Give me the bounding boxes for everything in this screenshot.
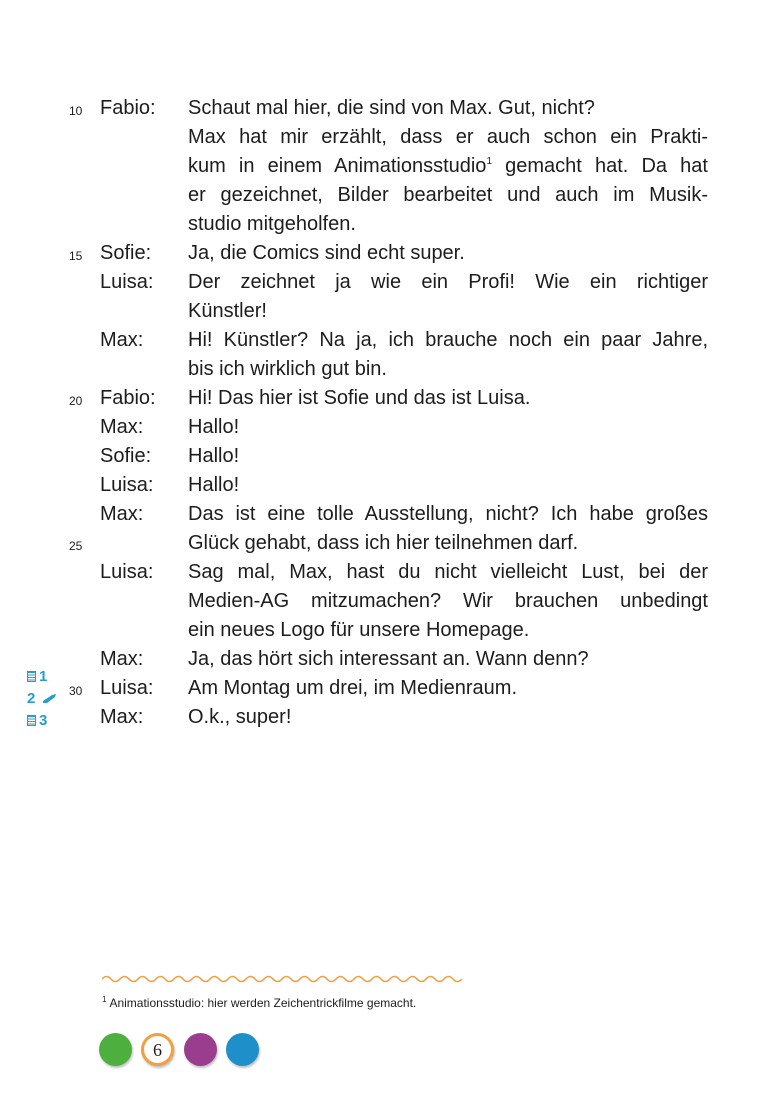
speaker: Luisa:: [100, 271, 154, 293]
exercise-marker-1[interactable]: [27, 668, 47, 685]
dialogue-row: [0, 645, 782, 674]
speaker: Max:: [100, 648, 144, 670]
speaker: Max:: [100, 706, 144, 728]
footnote-text: Animationsstudio: hier werden Zeichentrickfilme gemacht.: [109, 996, 417, 1010]
speech-text: Der zeichnet ja wie ein Profi! Wie ein richtiger: [188, 271, 708, 293]
document-icon: [27, 671, 36, 682]
dialogue-row: [0, 529, 782, 558]
speech-text: Hi! Das hier ist Sofie und das ist Luisa.: [188, 387, 531, 409]
line-number: 20: [69, 394, 83, 408]
dialogue-row: [0, 297, 782, 326]
speaker: Max:: [100, 329, 144, 351]
blue-circle: [226, 1033, 259, 1066]
speech-text: [188, 154, 708, 178]
speech-text-part: gemacht hat. Da hat: [492, 155, 708, 177]
speaker: Fabio:: [100, 387, 156, 409]
footnote: [102, 996, 416, 1010]
dialogue-row: [0, 326, 782, 355]
exercise-number: 2: [27, 690, 36, 707]
dialogue-row: [0, 123, 782, 152]
speech-text: er gezeichnet, Bilder bearbeitet und auch im Musik-: [188, 184, 708, 206]
speech-text: studio mitgeholfen.: [188, 213, 356, 235]
speech-text: Hallo!: [188, 445, 240, 467]
footnote-reference: 1: [486, 156, 492, 167]
speaker: Max:: [100, 416, 144, 438]
dialogue-row: [0, 268, 782, 297]
speech-text: bis ich wirklich gut bin.: [188, 358, 387, 380]
speech-text-part: kum in einem Animationsstudio: [188, 155, 487, 177]
line-number: 25: [69, 539, 83, 553]
dialogue-row: [0, 384, 782, 413]
dialogue-row: [0, 558, 782, 587]
dialogue-row: [0, 674, 782, 703]
pencil-icon: [42, 693, 58, 704]
dialogue-row: [0, 355, 782, 384]
exercise-number: 3: [39, 712, 48, 729]
dialogue-row: [0, 616, 782, 645]
speaker: Luisa:: [100, 474, 154, 496]
speech-text: Hi! Künstler? Na ja, ich brauche noch ein paar Jahre,: [188, 329, 708, 351]
speech-text: Schaut mal hier, die sind von Max. Gut, nicht?: [188, 97, 595, 119]
speech-text: Das ist eine tolle Ausstellung, nicht? Ich habe großes: [188, 503, 708, 525]
speech-text: Medien-AG mitzumachen? Wir brauchen unbedingt: [188, 590, 708, 612]
speech-text: Glück gehabt, dass ich hier teilnehmen darf.: [188, 532, 579, 554]
speaker: Fabio:: [100, 97, 156, 119]
footnote-mark: 1: [102, 995, 107, 1004]
dialogue-row: [0, 94, 782, 123]
speech-text: Ja, die Comics sind echt super.: [188, 242, 465, 264]
speech-text: Hallo!: [188, 474, 240, 496]
exercise-marker-2[interactable]: [27, 690, 58, 707]
exercise-number: 1: [39, 668, 48, 685]
speech-text: Max hat mir erzählt, dass er auch schon ein Prakti-: [188, 126, 708, 148]
speech-text: Hallo!: [188, 416, 240, 438]
green-circle: [99, 1033, 132, 1066]
speech-text: ein neues Logo für unsere Homepage.: [188, 619, 530, 641]
dialogue-row: [0, 413, 782, 442]
speaker: Luisa:: [100, 561, 154, 583]
dialogue-row: [0, 703, 782, 732]
exercise-marker-3[interactable]: [27, 712, 47, 729]
speaker: Luisa:: [100, 677, 154, 699]
dialogue-row: [0, 587, 782, 616]
speaker: Sofie:: [100, 242, 152, 264]
speech-text: Ja, das hört sich interessant an. Wann denn?: [188, 648, 589, 670]
dialogue-row: [0, 471, 782, 500]
dialogue-row: [0, 152, 782, 181]
page-number: 6: [141, 1033, 174, 1066]
line-number: 15: [69, 249, 83, 263]
wavy-divider: [102, 972, 466, 986]
speech-text: Sag mal, Max, hast du nicht vielleicht Lust, bei der: [188, 561, 708, 583]
dialogue-row: [0, 239, 782, 268]
dialogue-row: [0, 442, 782, 471]
dialogue-row: [0, 500, 782, 529]
dialogue: [0, 94, 782, 732]
speaker: Sofie:: [100, 445, 152, 467]
speech-text: Am Montag um drei, im Medienraum.: [188, 677, 518, 699]
dialogue-row: [0, 210, 782, 239]
purple-circle: [184, 1033, 217, 1066]
line-number: 30: [69, 684, 83, 698]
speech-text: Künstler!: [188, 300, 267, 322]
document-icon: [27, 715, 36, 726]
dialogue-row: [0, 181, 782, 210]
speaker: Max:: [100, 503, 144, 525]
line-number: 10: [69, 104, 83, 118]
speech-text: O.k., super!: [188, 706, 292, 728]
